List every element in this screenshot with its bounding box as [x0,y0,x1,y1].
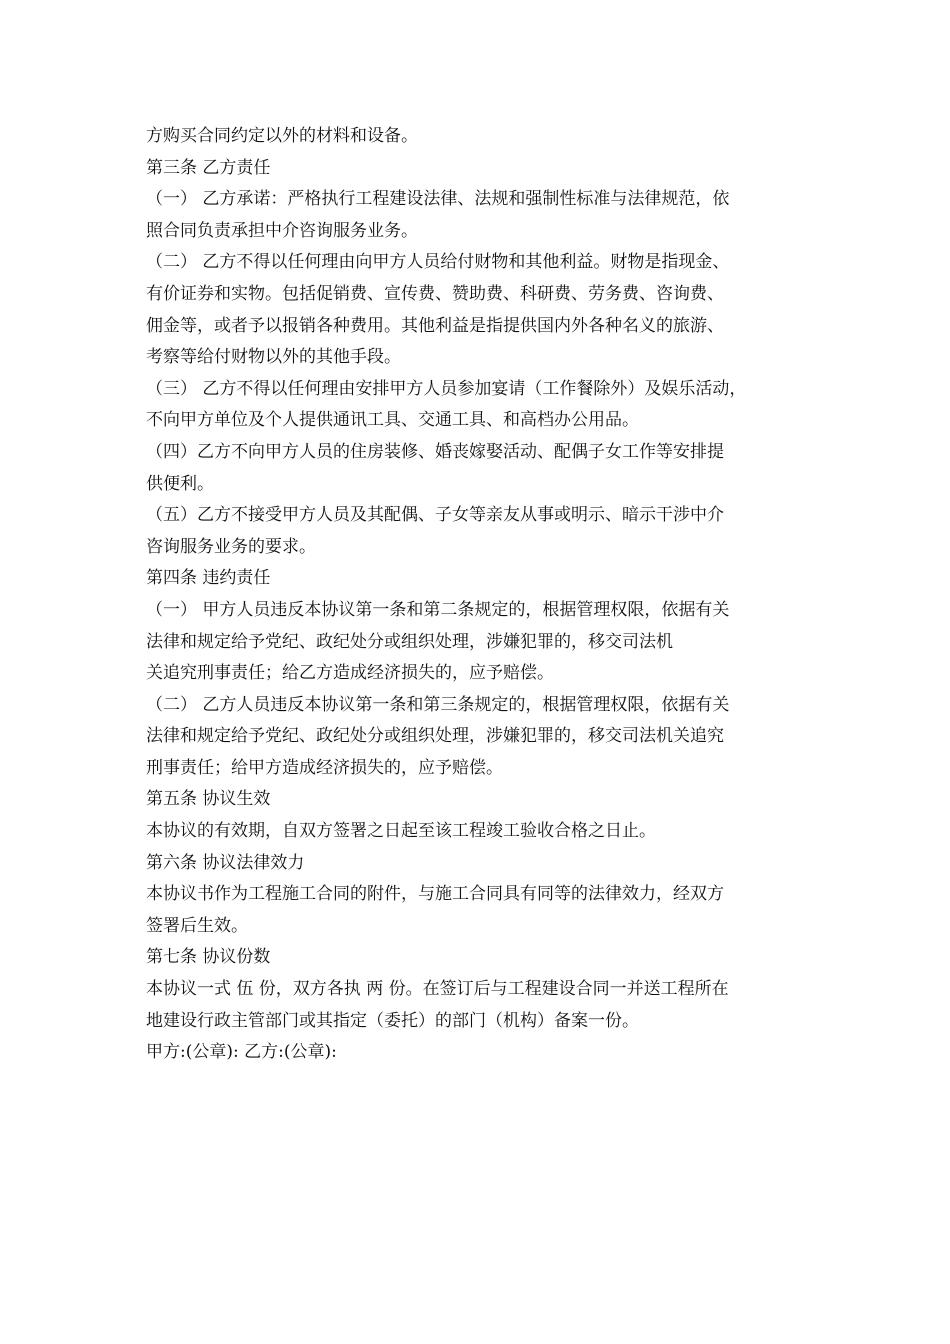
text-line: 供便利。 [146,473,214,494]
signature-line: 甲方:(公章): 乙方:(公章): [146,1042,337,1063]
text-line: 刑事责任；给甲方造成经济损失的，应予赔偿。 [146,757,503,778]
text-line: 本协议书作为工程施工合同的附件，与施工合同具有同等的法律效力，经双方 [146,884,724,905]
text-line: 不向甲方单位及个人提供通讯工具、交通工具、和高档办公用品。 [146,410,639,431]
text-line: （一） 甲方人员违反本协议第一条和第二条规定的，根据管理权限，依据有关 [146,599,730,620]
text-line: 有价证券和实物。包括促销费、宣传费、赞助费、科研费、劳务费、咨询费、 [146,283,724,304]
text-line: 考察等给付财物以外的其他手段。 [146,347,401,368]
text-line: 法律和规定给予党纪、政纪处分或组织处理，涉嫌犯罪的，移交司法机 [146,631,673,652]
article-heading: 第四条 违约责任 [146,568,271,589]
text-line: 地建设行政主管部门或其指定（委托）的部门（机构）备案一份。 [146,1010,639,1031]
text-line: 本协议的有效期，自双方签署之日起至该工程竣工验收合格之日止。 [146,821,656,842]
document-body [146,121,826,1069]
text-line: 方购买合同约定以外的材料和设备。 [146,126,418,146]
text-line: （三） 乙方不得以任何理由安排甲方人员参加宴请（工作餐除外）及娱乐活动， [146,378,747,399]
article-heading: 第五条 协议生效 [146,789,271,810]
text-line: （一） 乙方承诺：严格执行工程建设法律、法规和强制性标准与法律规范，依 [146,189,730,210]
text-line: 佣金等，或者予以报销各种费用。其他利益是指提供国内外各种名义的旅游、 [146,315,724,336]
article-heading: 第三条 乙方责任 [146,157,271,178]
text-line: 法律和规定给予党纪、政纪处分或组织处理，涉嫌犯罪的，移交司法机关追究 [146,726,724,747]
text-line: （二） 乙方人员违反本协议第一条和第三条规定的，根据管理权限，依据有关 [146,694,730,715]
article-heading: 第七条 协议份数 [146,947,271,968]
text-line: 签署后生效。 [146,915,248,936]
text-line: 照合同负责承担中介咨询服务业务。 [146,220,418,241]
text-line: （五）乙方不接受甲方人员及其配偶、子女等亲友从事或明示、暗示干涉中介 [146,505,724,526]
text-line: 咨询服务业务的要求。 [146,536,316,557]
text-line: 本协议一式 伍 份，双方各执 两 份。在签订后与工程建设合同一并送工程所在 [146,979,729,1000]
article-heading: 第六条 协议法律效力 [146,852,305,873]
text-line: （二） 乙方不得以任何理由向甲方人员给付财物和其他利益。财物是指现金、 [146,252,730,273]
text-line: 关追究刑事责任；给乙方造成经济损失的，应予赔偿。 [146,663,554,684]
text-line: （四）乙方不向甲方人员的住房装修、婚丧嫁娶活动、配偶子女工作等安排提 [146,441,724,462]
